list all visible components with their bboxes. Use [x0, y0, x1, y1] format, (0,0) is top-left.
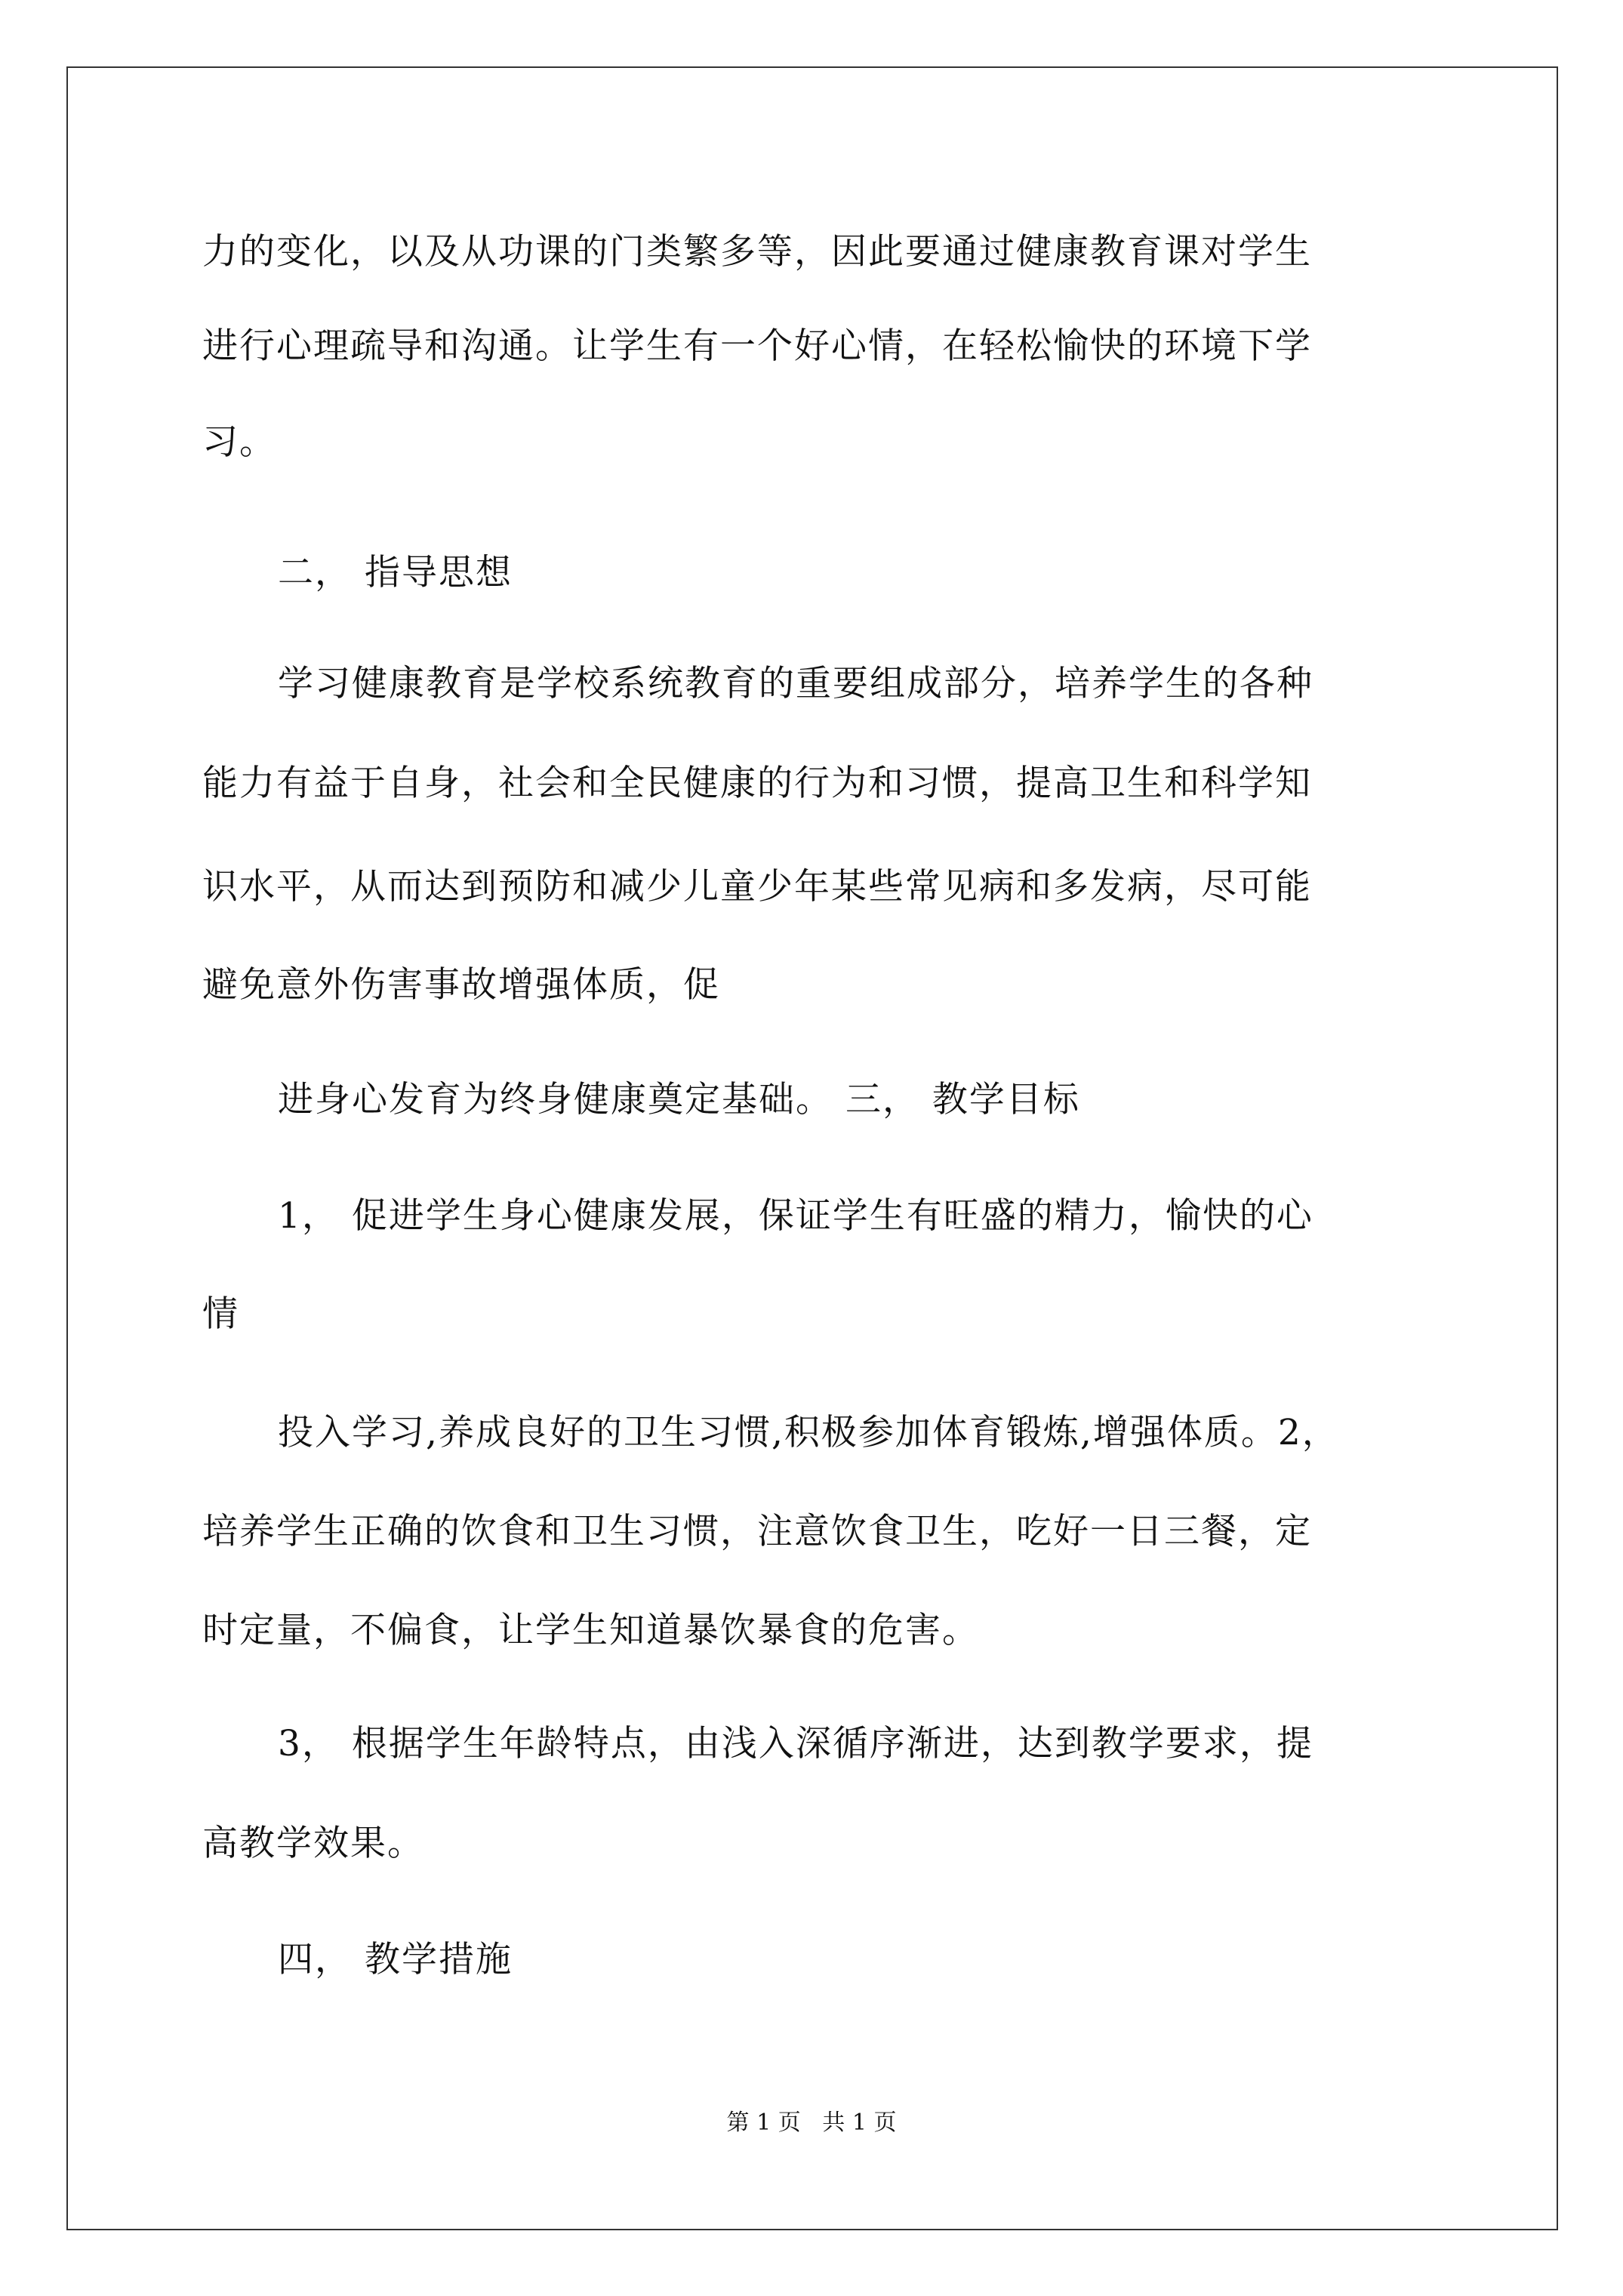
text-line: 避免意外伤害事故增强体质，促: [202, 964, 720, 1006]
text-line: 能力有益于自身，社会和全民健康的行为和习惯，提高卫生和科学知: [202, 763, 1312, 804]
text-line: 识水平，从而达到预防和减少儿童少年某些常见病和多发病，尽可能: [202, 866, 1312, 908]
text-line: 进行心理疏导和沟通。让学生有一个好心情，在轻松愉快的环境下学: [202, 325, 1312, 367]
list-item: 1， 促进学生身心健康发展，保证学生有旺盛的精力，愉快的心: [278, 1195, 1313, 1237]
text-line: 进身心发育为终身健康奠定基础。 三， 教学目标: [278, 1079, 1080, 1120]
text-line: 习。: [202, 421, 276, 463]
section-heading: 二， 指导思想: [278, 552, 513, 593]
text-line: 培养学生正确的饮食和卫生习惯，注意饮食卫生，吃好一日三餐，定: [202, 1511, 1312, 1552]
text-line: 学习健康教育是学校系统教育的重要组成部分，培养学生的各种: [278, 663, 1313, 704]
section-heading: 四， 教学措施: [278, 1939, 513, 1980]
page-number-footer: 第 1 页 共 1 页: [726, 2110, 897, 2136]
page-border: [66, 66, 1558, 2230]
text-line: 情: [202, 1293, 239, 1335]
text-line: 时定量，不偏食，让学生知道暴饮暴食的危害。: [202, 1610, 979, 1651]
text-line: 投入学习,养成良好的卫生习惯,积极参加体育锻炼,增强体质。2，: [278, 1412, 1339, 1453]
list-item: 3， 根据学生年龄特点，由浅入深循序渐进，达到教学要求，提: [278, 1723, 1313, 1764]
text-line: 高教学效果。: [202, 1823, 424, 1864]
text-line: 力的变化，以及从功课的门类繁多等，因此要通过健康教育课对学生: [202, 231, 1312, 273]
